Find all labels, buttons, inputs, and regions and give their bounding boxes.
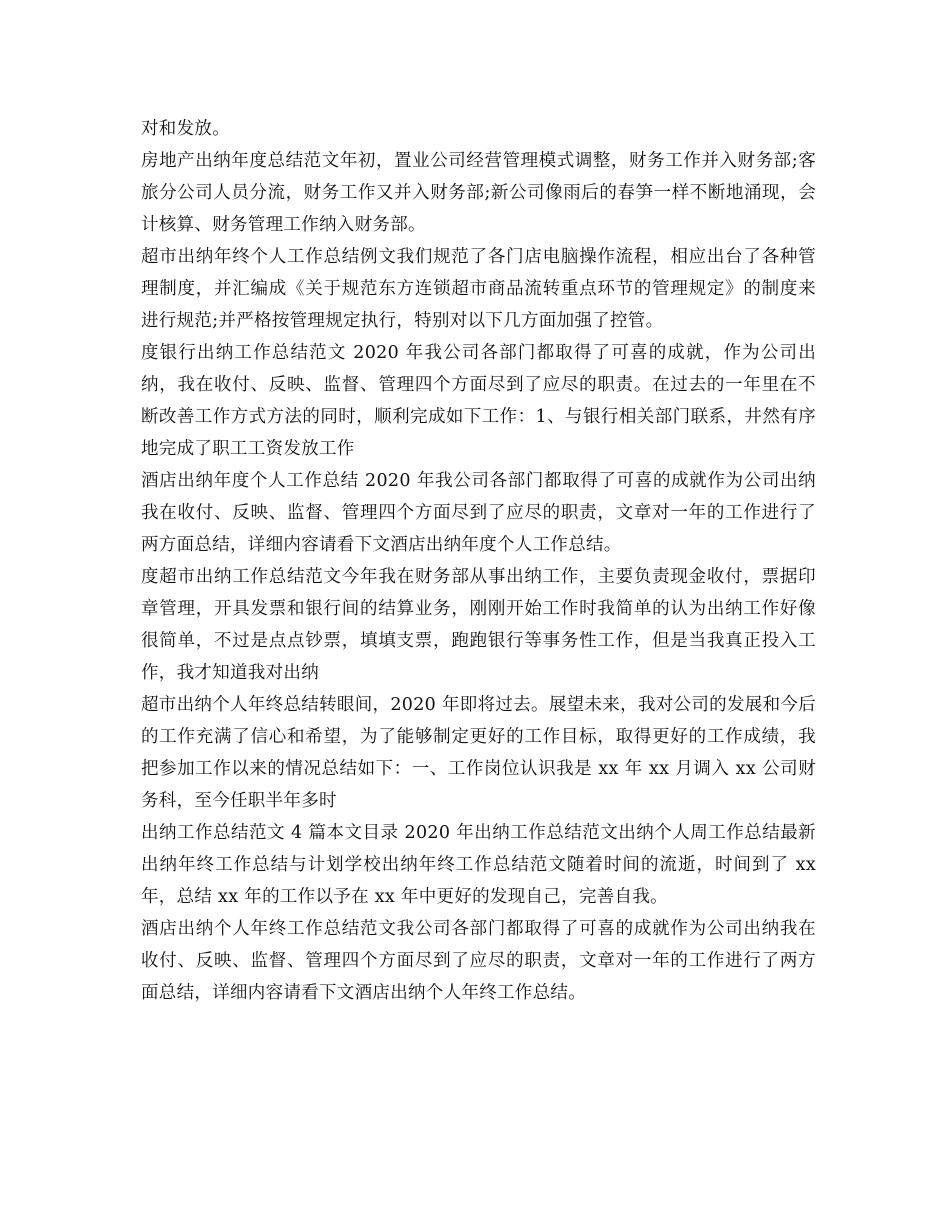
document-body xyxy=(141,113,816,1009)
paragraph: 度超市出纳工作总结范文今年我在财务部从事出纳工作，主要负责现金收付，票据印章管理，开具发票和银行间的结算业务，刚刚开始工作时我简单的认为出纳工作好像很简单，不过是点点钞票，填填支票，跑跑银行等事务性工作，但是当我真正投入工作，我才知道我对出纳 xyxy=(141,567,816,683)
paragraph: 酒店出纳年度个人工作总结 2020 年我公司各部门都取得了可喜的成就作为公司出纳我在收付、反映、监督、管理四个方面尽到了应尽的职责，文章对一年的工作进行了两方面总结，详细内容请看下文酒店出纳年度个人工作总结。 xyxy=(141,471,816,555)
paragraph: 度银行出纳工作总结范文 2020 年我公司各部门都取得了可喜的成就，作为公司出纳，我在收付、反映、监督、管理四个方面尽到了应尽的职责。在过去的一年里在不断改善工作方式方法的同时，顺利完成如下工作：1、与银行相关部门联系，井然有序地完成了职工工资发放工作 xyxy=(141,343,816,459)
paragraph: 超市出纳年终个人工作总结例文我们规范了各门店电脑操作流程，相应出台了各种管理制度，并汇编成《关于规范东方连锁超市商品流转重点环节的管理规定》的制度来进行规范;并严格按管理规定执行，特别对以下几方面加强了控管。 xyxy=(141,247,816,331)
paragraph: 房地产出纳年度总结范文年初，置业公司经营管理模式调整，财务工作并入财务部;客旅分公司人员分流，财务工作又并入财务部;新公司像雨后的春笋一样不断地涌现，会计核算、财务管理工作纳入财务部。 xyxy=(141,151,816,235)
paragraph: 超市出纳个人年终总结转眼间，2020 年即将过去。展望未来，我对公司的发展和今后的工作充满了信心和希望，为了能够制定更好的工作目标，取得更好的工作成绩，我把参加工作以来的情况总结如下：一、工作岗位认识我是 xx 年 xx 月调入 xx 公司财务科，至今任职半年多时 xyxy=(141,695,816,811)
paragraph: 出纳工作总结范文 4 篇本文目录 2020 年出纳工作总结范文出纳个人周工作总结最新出纳年终工作总结与计划学校出纳年终工作总结范文随着时间的流逝，时间到了 xx 年，总结 xx 年的工作以予在 xx 年中更好的发现自己，完善自我。 xyxy=(141,823,816,907)
paragraph: 对和发放。 xyxy=(141,119,230,139)
paragraph: 酒店出纳个人年终工作总结范文我公司各部门都取得了可喜的成就作为公司出纳我在收付、反映、监督、管理四个方面尽到了应尽的职责，文章对一年的工作进行了两方面总结，详细内容请看下文酒店出纳个人年终工作总结。 xyxy=(141,919,816,1003)
